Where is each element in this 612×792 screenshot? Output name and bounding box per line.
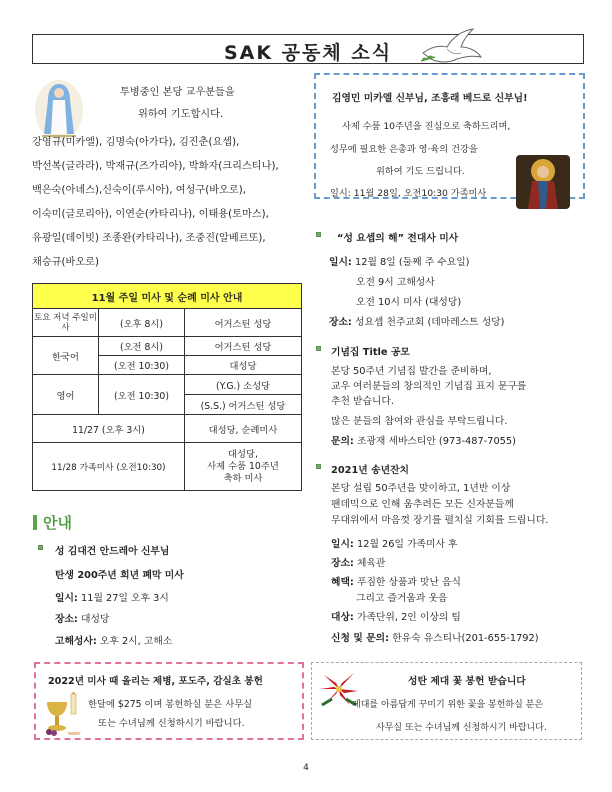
table-cell: (오후 8시)	[99, 309, 185, 337]
offering-line: 한달에 $275 이며 봉헌하실 분은 사무실	[88, 699, 253, 710]
anniversary-line: 위하여 기도 드립니다.	[376, 166, 465, 177]
flowers-line: 제대를 아름답게 꾸미기 위한 꽃을 봉헌하실 분은	[352, 700, 544, 710]
party-apply: 신청 및 문의: 한유숙 유스티나(201-655-1792)	[331, 633, 539, 644]
table-cell: (Y.G.) 소성당	[185, 375, 302, 395]
party-benefit-line: 그리고 즐거움과 웃음	[356, 593, 448, 604]
virgin-mary-image	[34, 78, 84, 140]
table-title: 11월 주일 미사 및 순례 미사 안내	[33, 284, 302, 309]
anniversary-date: 일시: 11월 28일, 오전10:30 가족미사	[330, 188, 487, 199]
prayer-name-line: 강영규(미카엘), 김명숙(아가다), 김진춘(요셉),	[32, 137, 240, 148]
table-cell: 11/28 가족미사 (오전10:30)	[33, 443, 185, 491]
table-cell-line: 축하 미사	[223, 472, 263, 484]
dove-icon	[417, 23, 487, 71]
joseph-place: 장소: 성요셉 천주교회 (데마레스트 성당)	[329, 317, 505, 328]
party-line: 본당 설립 50주년을 맞이하고, 1년반 이상	[331, 483, 511, 494]
page-number: 4	[303, 763, 309, 773]
table-cell: 토요 저녁 주일미사	[33, 309, 99, 337]
flowers-line: 사무실 또는 수녀님께 신청하시기 바랍니다.	[376, 723, 547, 733]
announcement-heading-text: 안내	[43, 514, 72, 532]
book-contact: 문의: 조광재 세바스티안 (973-487-7055)	[331, 436, 516, 447]
prayer-name-line: 이숙미(글로리아), 이연순(카타리나), 이태용(토마스),	[32, 209, 269, 220]
table-cell	[185, 443, 302, 491]
bullet-icon	[316, 346, 321, 351]
table-cell: 영어	[33, 375, 99, 415]
prayer-name-line: 백은숙(아녜스),신숙이(루시아), 여성구(바오로),	[32, 185, 246, 196]
book-line: 본당 50주년 기념집 발간을 준비하며,	[331, 366, 492, 377]
party-place: 장소: 체육관	[331, 558, 386, 569]
table-cell: (오전 10:30)	[99, 375, 185, 415]
table-cell-line: 대성당,	[228, 448, 258, 460]
announcement-heading	[33, 512, 72, 533]
offering-box	[34, 662, 304, 740]
table-cell: (오전 8시)	[99, 337, 185, 356]
book-line: 교우 여러분들의 창의적인 기념집 표지 문구를	[331, 381, 527, 392]
joseph-title: “성 요셉의 해” 전대사 미사	[337, 233, 459, 244]
prayer-name-line: 유광일(데이빗) 조종완(카타리나), 조중진(알베르또),	[32, 233, 266, 244]
andrea-confession: 고해성사: 오후 2시, 고해소	[55, 636, 173, 647]
bullet-icon	[316, 232, 321, 237]
party-line: 무대위에서 마음껏 장기를 펼치실 기회를 드립니다.	[331, 515, 549, 526]
party-title: 2021년 송년잔치	[331, 465, 409, 476]
flowers-box	[311, 662, 582, 740]
table-cell: 대성당, 순례미사	[185, 415, 302, 443]
anniversary-line: 성무에 필요한 은총과 영·육의 건강을	[330, 144, 478, 155]
party-target: 대상: 가족단위, 2인 이상의 팀	[331, 612, 461, 623]
prayer-section	[32, 72, 307, 272]
prayer-name-line: 채승규(바오로)	[32, 257, 99, 268]
andrea-place: 장소: 대성당	[55, 614, 110, 625]
anniversary-box	[314, 73, 585, 199]
anniversary-title: 김영민 미카엘 신부님, 조흥래 베드로 신부님!	[332, 93, 528, 104]
andrea-date: 일시: 11월 27일 오후 3시	[55, 593, 169, 604]
table-cell: 11/27 (오후 3시)	[33, 415, 185, 443]
andrea-subtitle: 탄생 200주년 희년 폐막 미사	[55, 570, 184, 581]
table-cell: 한국어	[33, 337, 99, 375]
bullet-icon	[316, 464, 321, 469]
table-cell: (오전 10:30)	[99, 356, 185, 375]
book-title: 기념집 Title 공모	[331, 347, 410, 358]
heading-bar	[33, 515, 37, 530]
table-cell: 어거스틴 성당	[185, 337, 302, 356]
bullet-icon	[38, 545, 43, 550]
party-line: 팬데믹으로 인해 움추려든 모든 신자분들께	[331, 499, 514, 510]
flowers-title: 성탄 제대 꽃 봉헌 받습니다	[408, 676, 526, 687]
chalice-icon	[41, 692, 83, 736]
joseph-time2: 오전 10시 미사 (대성당)	[356, 297, 462, 308]
table-cell: (S.S.) 어거스틴 성당	[185, 395, 302, 415]
offering-line: 또는 수녀님께 신청하시기 바랍니다.	[98, 718, 245, 729]
andrea-title: 성 김대건 안드레아 신부님	[55, 546, 170, 557]
party-date: 일시: 12월 26일 가족미사 후	[331, 539, 458, 550]
table-cell: 어거스틴 성당	[185, 309, 302, 337]
page-title: SAK 공동체 소식	[223, 42, 393, 64]
offering-title: 2022년 미사 때 올리는 제병, 포도주, 감실초 봉헌	[48, 676, 263, 687]
mass-schedule-table	[32, 283, 302, 491]
book-line: 많은 분들의 참여와 관심을 부탁드립니다.	[331, 416, 508, 427]
table-cell-line: 사제 수품 10주년	[207, 460, 279, 472]
party-benefit: 혜택: 푸짐한 상품과 맛난 음식	[331, 577, 461, 588]
newsletter-header	[32, 34, 584, 64]
book-line: 추천 받습니다.	[331, 396, 395, 407]
prayer-line: 투병중인 본당 교우분들을	[120, 87, 235, 98]
joseph-time1: 오전 9시 고해성사	[356, 277, 435, 288]
jesus-icon-image	[516, 155, 570, 209]
anniversary-line: 사제 수품 10주년을 진심으로 축하드리며,	[342, 121, 511, 132]
table-cell: 대성당	[185, 356, 302, 375]
prayer-name-line: 박선복(글라라), 박재규(즈가리아), 박화자(크리스티나),	[32, 161, 279, 172]
prayer-line: 위하여 기도합시다.	[138, 109, 224, 120]
joseph-date: 일시: 12월 8일 (둘째 주 수요일)	[329, 257, 470, 268]
